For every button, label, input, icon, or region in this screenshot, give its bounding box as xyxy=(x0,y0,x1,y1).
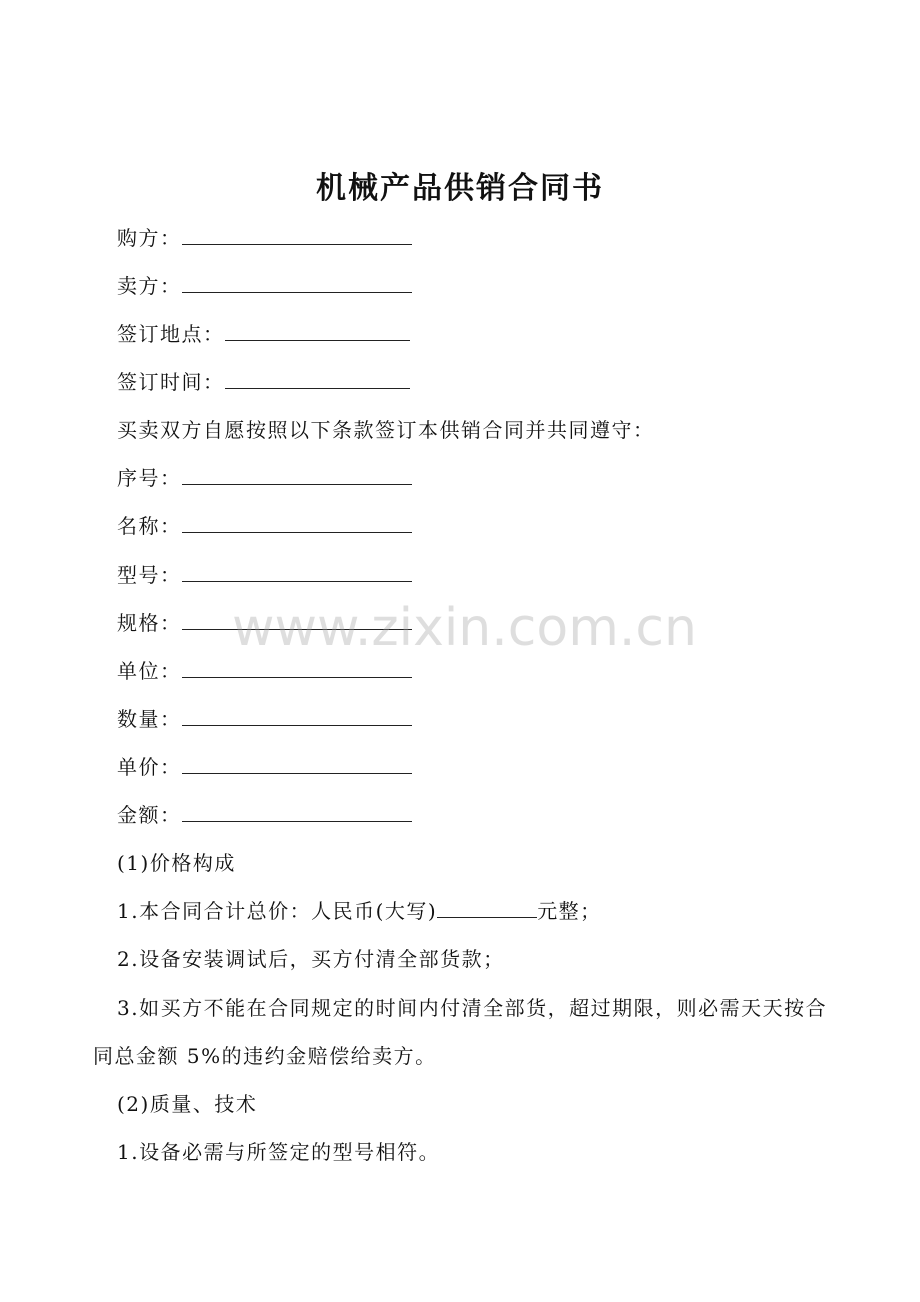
blank-line xyxy=(182,272,412,293)
blank-line xyxy=(182,464,412,485)
clause-model-match: 1.设备必需与所签定的型号相符。 xyxy=(117,1140,441,1164)
clause-penalty: 3.如买方不能在合同规定的时间内付清全部货，超过期限，则必需天天按合同总金额 5%的违约金赔偿给卖方。 xyxy=(93,996,828,1068)
blank-line xyxy=(182,561,412,582)
field-seller xyxy=(117,272,412,300)
field-label: 规格： xyxy=(117,611,182,635)
blank-line xyxy=(182,801,412,822)
document-title: 机械产品供销合同书 xyxy=(316,171,604,206)
field-model xyxy=(117,561,412,589)
blank-line xyxy=(437,897,537,918)
blank-line xyxy=(225,368,410,389)
field-buyer xyxy=(117,224,412,252)
clause-payment: 2.设备安装调试后，买方付清全部货款； xyxy=(117,947,505,971)
field-label: 金额： xyxy=(117,803,182,827)
field-unit-price xyxy=(117,753,412,781)
blank-line xyxy=(182,705,412,726)
section-quality-title: (2)质量、技术 xyxy=(117,1092,258,1116)
clause-text-suffix: 元整； xyxy=(537,899,602,923)
blank-line xyxy=(182,512,412,533)
clause-text: 1.本合同合计总价：人民币(大写) xyxy=(117,899,438,923)
field-signing-place xyxy=(117,320,410,348)
field-spec xyxy=(117,609,412,637)
blank-line xyxy=(182,657,412,678)
field-label: 数量： xyxy=(117,707,182,731)
field-quantity xyxy=(117,705,412,733)
field-serial xyxy=(117,464,412,492)
blank-line xyxy=(182,609,412,630)
field-label: 签订时间： xyxy=(117,370,225,394)
field-amount xyxy=(117,801,412,829)
field-unit xyxy=(117,657,412,685)
field-label: 名称： xyxy=(117,514,182,538)
section-price-title: (1)价格构成 xyxy=(117,851,236,875)
field-label: 卖方： xyxy=(117,274,182,298)
field-signing-time xyxy=(117,368,410,396)
blank-line xyxy=(182,224,412,245)
field-label: 单价： xyxy=(117,755,182,779)
blank-line xyxy=(225,320,410,341)
field-label: 型号： xyxy=(117,563,182,587)
blank-line xyxy=(182,753,412,774)
field-label: 签订地点： xyxy=(117,322,225,346)
intro-text: 买卖双方自愿按照以下条款签订本供销合同并共同遵守： xyxy=(117,418,655,442)
watermark: www.zixin.com.cn xyxy=(232,598,697,658)
field-label: 购方： xyxy=(117,226,182,250)
field-label: 序号： xyxy=(117,466,182,490)
clause-total-price xyxy=(117,897,602,925)
field-label: 单位： xyxy=(117,659,182,683)
field-name xyxy=(117,512,412,540)
